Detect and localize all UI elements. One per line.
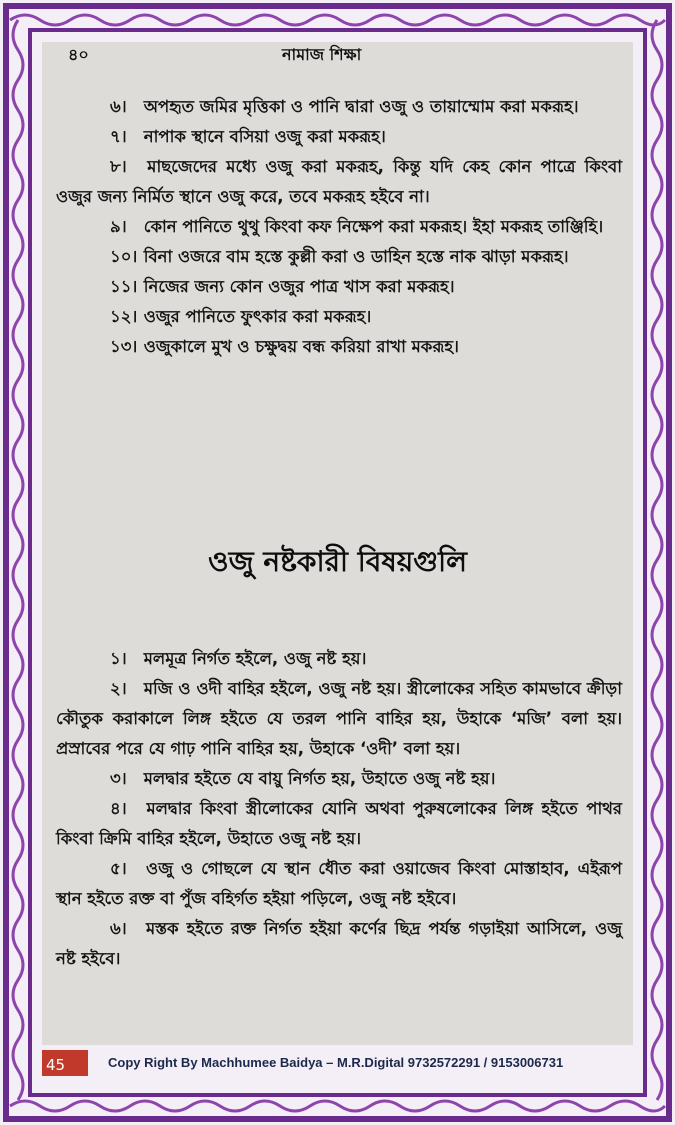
- item-text: কোন পানিতে থুথু কিংবা কফ নিক্ষেপ করা মকরূহ। ইহা মকরূহ তাঞ্জিহি।: [143, 217, 604, 236]
- list-item: [56, 152, 622, 212]
- item-number: ৭।: [110, 127, 127, 146]
- item-text: অপহৃত জমির মৃত্তিকা ও পানি দ্বারা ওজু ও তায়াম্মোম করা মকরূহ।: [143, 97, 579, 116]
- item-number: ৬।: [110, 919, 127, 938]
- list-item: [56, 122, 622, 152]
- list-item: [56, 242, 622, 272]
- list-item: [56, 794, 622, 854]
- book-title: নামাজ শিক্ষা: [282, 45, 362, 64]
- item-number: ১।: [110, 649, 127, 668]
- item-text: ওজু ও গোছলে যে স্থান ধৌত করা ওয়াজেব কিংবা মোস্তাহাব, এইরূপ স্থান হইতে রক্ত বা পুঁজ বহির্গত হইয়া পড়িলে, ওজু নষ্ট হইবে।: [56, 859, 622, 908]
- list-item: [56, 644, 622, 674]
- list-item: [56, 212, 622, 242]
- item-text: মস্তক হইতে রক্ত নির্গত হইয়া কর্ণের ছিদ্র পর্যন্ত গড়াইয়া আসিলে, ওজু নষ্ট হইবে।: [56, 919, 622, 968]
- item-number: ৮।: [110, 157, 127, 176]
- page-badge: 45: [42, 1050, 88, 1076]
- item-number: ৯।: [110, 217, 127, 236]
- item-number: ১৩।: [110, 337, 138, 356]
- list-item: [56, 92, 622, 122]
- list-item: [56, 764, 622, 794]
- list-item: [56, 674, 622, 764]
- item-text: বিনা ওজরে বাম হস্তে কুল্লী করা ও ডাহিন হস্তে নাক ঝাড়া মকরূহ।: [143, 247, 569, 266]
- rules-list-makruh: [56, 92, 622, 362]
- item-number: ২।: [110, 679, 127, 698]
- item-number: ১০।: [110, 247, 138, 266]
- item-text: নিজের জন্য কোন ওজুর পাত্র খাস করা মকরূহ।: [143, 277, 455, 296]
- copyright-text: Copy Right By Machhumee Baidya – M.R.Digital 9732572291 / 9153006731: [108, 1055, 564, 1070]
- item-text: ওজুর পানিতে ফুৎকার করা মকরূহ।: [143, 307, 372, 326]
- item-number: ১২।: [110, 307, 138, 326]
- list-item: [56, 854, 622, 914]
- rules-list-wudu-breakers: [56, 644, 622, 974]
- item-number: ৪।: [110, 799, 127, 818]
- item-number: ৫।: [110, 859, 127, 878]
- item-text: মাছজেদের মধ্যে ওজু করা মকরূহ, কিন্তু যদি কেহ কোন পাত্রে কিংবা ওজুর জন্য নির্মিত স্থানে ওজু করে, তবে মকরূহ হইবে না।: [56, 157, 622, 206]
- footer: [42, 1050, 633, 1076]
- item-number: ৩।: [110, 769, 127, 788]
- section-heading: ওজু নষ্টকারী বিষয়গুলি: [207, 545, 467, 578]
- book-page: [42, 42, 633, 1045]
- list-item: [56, 914, 622, 974]
- item-text: মলমূত্র নির্গত হইলে, ওজু নষ্ট হয়।: [143, 649, 367, 668]
- list-item: [56, 332, 622, 362]
- item-number: ১১।: [110, 277, 138, 296]
- page-header: [42, 42, 633, 62]
- item-text: মলদ্বার কিংবা স্ত্রীলোকের যোনি অথবা পুরুষলোকের লিঙ্গ হইতে পাথর কিংবা ক্রিমি বাহির হইলে, উহাতে ওজু নষ্ট হয়।: [56, 799, 622, 848]
- item-text: নাপাক স্থানে বসিয়া ওজু করা মকরূহ।: [143, 127, 386, 146]
- item-text: মলদ্বার হইতে যে বায়ু নির্গত হয়, উহাতে ওজু নষ্ট হয়।: [143, 769, 496, 788]
- list-item: [56, 302, 622, 332]
- list-item: [56, 272, 622, 302]
- page-number: ৪০: [68, 45, 89, 64]
- item-text: মজি ও ওদী বাহির হইলে, ওজু নষ্ট হয়। স্ত্রীলোকের সহিত কামভাবে ক্রীড়া কৌতুক করাকালে লিঙ্গ হইতে যে তরল পানি বাহির হয়, উহাকে ‘মজি’ বলা হয়। প্রস্রাবের পরে যে গাঢ় পানি বাহির হয়, উহাকে ‘ওদী’ বলা হয়।: [56, 679, 622, 758]
- item-text: ওজুকালে মুখ ও চক্ষুদ্বয় বন্ধ করিয়া রাখা মকরূহ।: [143, 337, 459, 356]
- item-number: ৬।: [110, 97, 127, 116]
